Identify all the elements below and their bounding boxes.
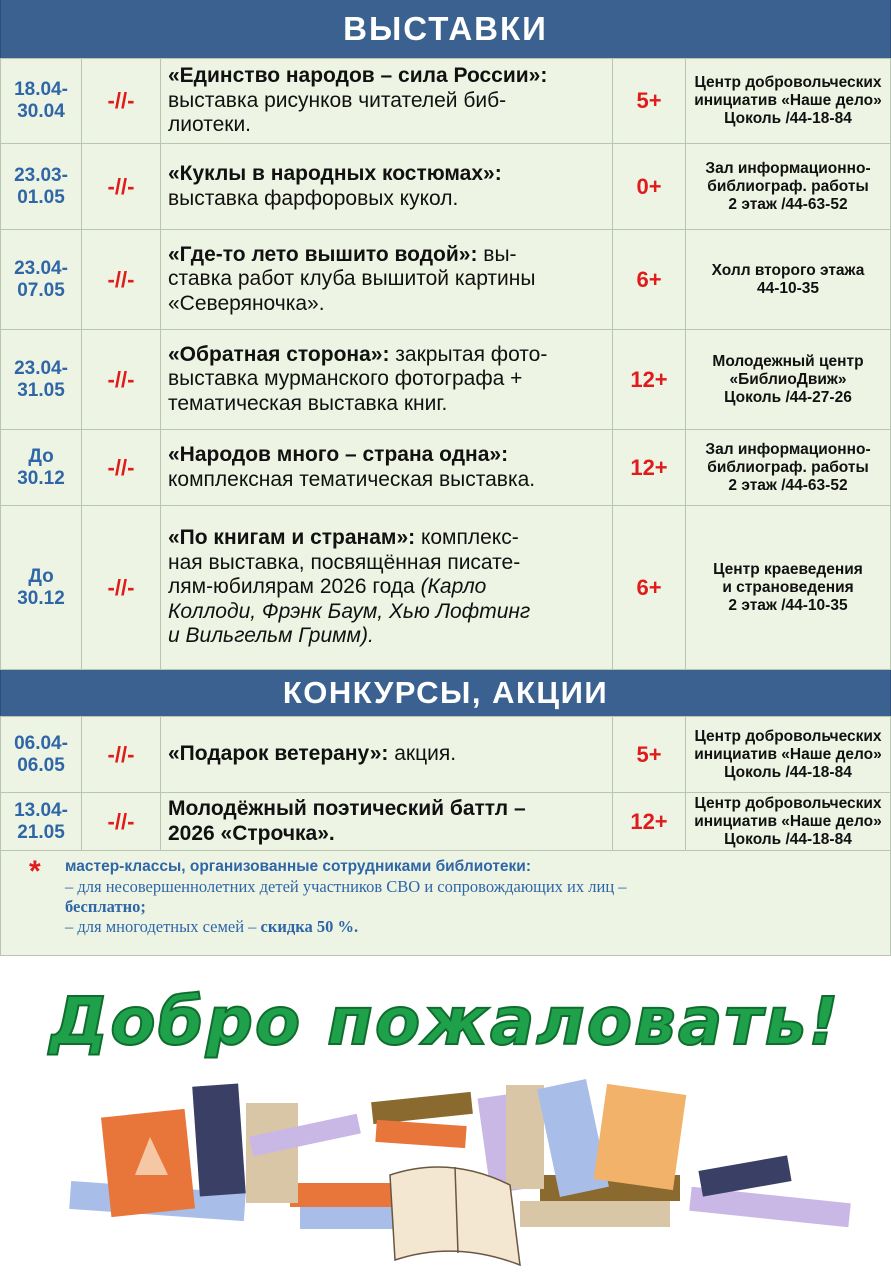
- row-location: Центр добровольческих инициатив «Наше дело» Цоколь /44-18-84: [686, 793, 891, 851]
- notes-line-1: [65, 877, 890, 917]
- table-row: [1, 793, 891, 851]
- welcome-text: Добро пожаловать!: [49, 983, 841, 1060]
- row-age-rating: 12+: [613, 430, 686, 506]
- row-description: [161, 144, 613, 230]
- row-location: Центр краеведения и страноведения 2 этаж /44-10-35: [686, 506, 891, 670]
- asterisk-icon: *: [29, 855, 41, 888]
- books-illustration: [0, 1075, 891, 1273]
- contests-table: [0, 716, 891, 851]
- row-ditto-mark: -//-: [82, 430, 161, 506]
- welcome-banner: [0, 972, 891, 1082]
- row-text: выставка фарфоровых кукол.: [168, 186, 459, 210]
- table-row: [1, 330, 891, 430]
- row-date: 23.04- 31.05: [1, 330, 82, 430]
- row-text: комплексная тематическая выставка.: [168, 467, 536, 491]
- row-title: «Обратная сторона»:: [168, 342, 390, 366]
- row-ditto-mark: -//-: [82, 793, 161, 851]
- row-text: вы- ставка работ клуба вышитой картины «Северяночка».: [168, 242, 536, 315]
- row-location: Центр добровольческих инициатив «Наше дело» Цоколь /44-18-84: [686, 717, 891, 793]
- row-age-rating: 5+: [613, 59, 686, 144]
- row-location: Холл второго этажа 44-10-35: [686, 230, 891, 330]
- book-shape: [375, 1120, 466, 1148]
- row-title: «Народов много – страна одна»:: [168, 443, 509, 466]
- row-date: До 30.12: [1, 506, 82, 670]
- notes-line-2-bold: скидка 50 %.: [260, 917, 359, 936]
- row-date: 23.04- 07.05: [1, 230, 82, 330]
- row-title: «Где-то лето вышито водой»:: [168, 242, 478, 266]
- row-date: 18.04- 30.04: [1, 59, 82, 144]
- book-shape: [506, 1085, 544, 1189]
- book-shape: [371, 1092, 473, 1124]
- row-age-rating: 6+: [613, 506, 686, 670]
- row-ditto-mark: -//-: [82, 717, 161, 793]
- row-title: «Куклы в народных костюмах»:: [168, 162, 502, 185]
- exhibitions-table: [0, 58, 891, 670]
- row-ditto-mark: -//-: [82, 506, 161, 670]
- row-age-rating: 12+: [613, 330, 686, 430]
- row-description: [161, 330, 613, 430]
- table-row: [1, 506, 891, 670]
- row-date: 06.04- 06.05: [1, 717, 82, 793]
- row-description: [161, 717, 613, 793]
- row-ditto-mark: -//-: [82, 144, 161, 230]
- row-description: [161, 793, 613, 851]
- row-location: Зал информационно- библиограф. работы 2 этаж /44-63-52: [686, 144, 891, 230]
- row-description: [161, 230, 613, 330]
- section-header-contests: КОНКУРСЫ, АКЦИИ: [0, 670, 891, 716]
- row-ditto-mark: -//-: [82, 59, 161, 144]
- section-header-exhibitions: ВЫСТАВКИ: [0, 0, 891, 58]
- table-row: [1, 144, 891, 230]
- row-date: 13.04- 21.05: [1, 793, 82, 851]
- book-shape: [192, 1084, 246, 1197]
- book-shape: [698, 1155, 791, 1196]
- row-age-rating: 5+: [613, 717, 686, 793]
- row-title: «По книгам и странам»:: [168, 526, 416, 550]
- notes-line-2: [65, 917, 890, 937]
- row-text: закрытая фото- выставка мурманского фотографа + тематическая выставка книг.: [168, 342, 548, 415]
- row-ditto-mark: -//-: [82, 330, 161, 430]
- book-shape: [520, 1201, 670, 1227]
- row-date: До 30.12: [1, 430, 82, 506]
- notes-line-1-text: – для несовершеннолетних детей участников СВО и сопровождающих их лиц –: [65, 877, 627, 896]
- notes-line-2-text: – для многодетных семей –: [65, 917, 261, 936]
- row-title: «Единство народов – сила России»:: [168, 64, 548, 88]
- row-description: [161, 430, 613, 506]
- row-location: Центр добровольческих инициатив «Наше дело» Цоколь /44-18-84: [686, 59, 891, 144]
- table-row: [1, 59, 891, 144]
- row-age-rating: 12+: [613, 793, 686, 851]
- row-text: выставка рисунков читателей биб- лиотеки.: [168, 88, 507, 137]
- row-ditto-mark: -//-: [82, 230, 161, 330]
- notes-lead: мастер-классы, организованные сотрудниками библиотеки:: [65, 858, 531, 875]
- row-text: комплекс- ная выставка, посвящённая писате- лям-юбилярам 2026 года: [168, 526, 521, 599]
- row-location: Молодежный центр «БиблиоДвиж» Цоколь /44-27-26: [686, 330, 891, 430]
- table-row: [1, 717, 891, 793]
- row-description: [161, 506, 613, 670]
- table-row: [1, 230, 891, 330]
- row-note: (Карло Коллоди, Фрэнк Баум, Хью Лофтинг и Вильгельм Гримм).: [168, 575, 531, 648]
- notes-block: [0, 851, 891, 956]
- row-text: акция.: [388, 742, 457, 766]
- row-age-rating: 0+: [613, 144, 686, 230]
- row-description: [161, 59, 613, 144]
- notes-line-1-bold: бесплатно;: [65, 897, 146, 916]
- row-date: 23.03- 01.05: [1, 144, 82, 230]
- row-age-rating: 6+: [613, 230, 686, 330]
- row-title: Молодёжный поэтический баттл – 2026 «Строчка».: [168, 797, 526, 845]
- table-row: [1, 430, 891, 506]
- row-title: «Подарок ветерану»:: [168, 742, 389, 766]
- book-shape: [594, 1084, 687, 1190]
- row-location: Зал информационно- библиограф. работы 2 этаж /44-63-52: [686, 430, 891, 506]
